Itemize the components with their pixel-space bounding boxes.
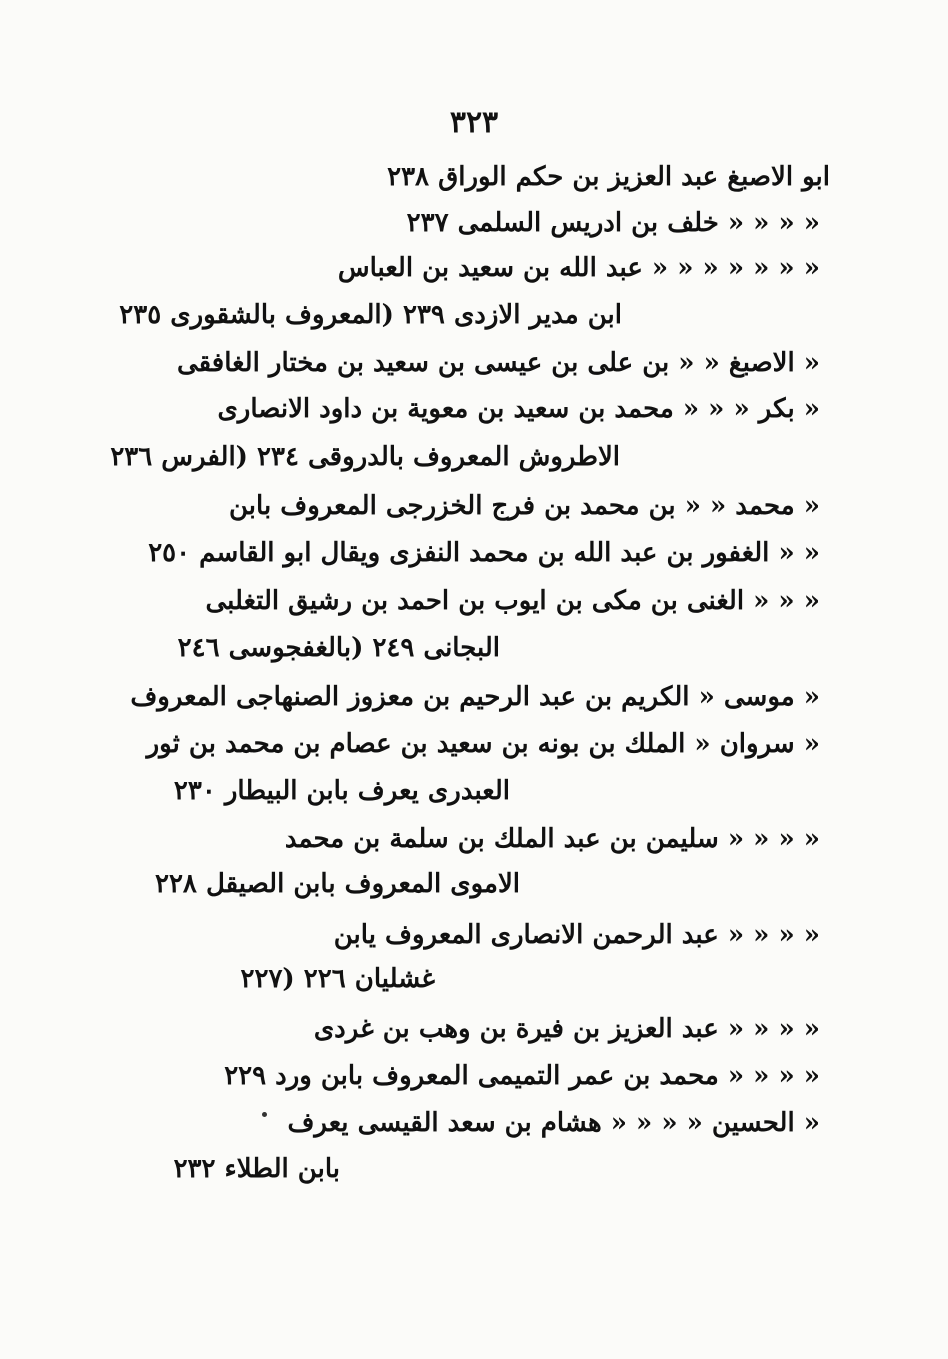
entry-line: « بكر « « « محمد بن سعيد بن معوية بن داود الانصارى	[217, 394, 820, 424]
entry-line: « محمد « « بن محمد بن فرج الخزرجى المعروف بابن	[229, 491, 820, 521]
entry-line: بابن الطلاء ٢٣٢	[173, 1154, 340, 1184]
ink-speck	[262, 1112, 267, 1117]
entry-line: ابن مدير الازدى ٢٣٩ (المعروف بالشقورى ٢٣٥	[119, 300, 622, 330]
entry-line: البجانى ٢٤٩ (بالغفجوسى ٢٤٦	[177, 633, 500, 663]
entry-line: « الحسين « « « « هشام بن سعد القيسى يعرف	[287, 1108, 820, 1138]
entry-line: ابو الاصبغ عبد العزيز بن حكم الوراق ٢٣٨	[387, 162, 830, 192]
entry-line: الاموى المعروف بابن الصيقل ٢٢٨	[154, 869, 520, 899]
entry-line: غشليان ٢٢٦ (٢٢٧	[240, 964, 435, 994]
entry-line: « موسى « الكريم بن عبد الرحيم بن معزوز الصنهاجى المعروف	[130, 682, 820, 712]
entry-line: « سروان « الملك بن بونه بن سعيد بن عصام بن محمد بن ثور	[146, 729, 820, 759]
entry-line: « « « « سليمن بن عبد الملك بن سلمة بن محمد	[284, 824, 820, 854]
entry-line: « « « « محمد بن عمر التميمى المعروف بابن ورد ٢٢٩	[224, 1061, 820, 1091]
page-number: ٣٢٣	[449, 105, 499, 140]
entry-line: « « « « خلف بن ادريس السلمى ٢٣٧	[406, 208, 820, 238]
entry-line: « « الغفور بن عبد الله بن محمد النفزى ويقال ابو القاسم ٢٥٠	[148, 538, 820, 568]
entry-line: « « « الغنى بن مكى بن ايوب بن احمد بن رشيق التغلبى	[205, 586, 820, 616]
entry-line: « « « « عبد العزيز بن فيرة بن وهب بن غردى	[313, 1014, 820, 1044]
entry-line: الاطروش المعروف بالدروقى ٢٣٤ (الفرس ٢٣٦	[110, 442, 620, 472]
entry-line: « الاصبغ « « بن على بن عيسى بن سعيد بن مختار الغافقى	[176, 348, 820, 378]
entry-line: « « « « « « « عبد الله بن سعيد بن العباس	[337, 253, 820, 283]
entry-line: « « « « عبد الرحمن الانصارى المعروف يابن	[333, 920, 820, 950]
entry-line: العبدرى يعرف بابن البيطار ٢٣٠	[173, 776, 510, 806]
